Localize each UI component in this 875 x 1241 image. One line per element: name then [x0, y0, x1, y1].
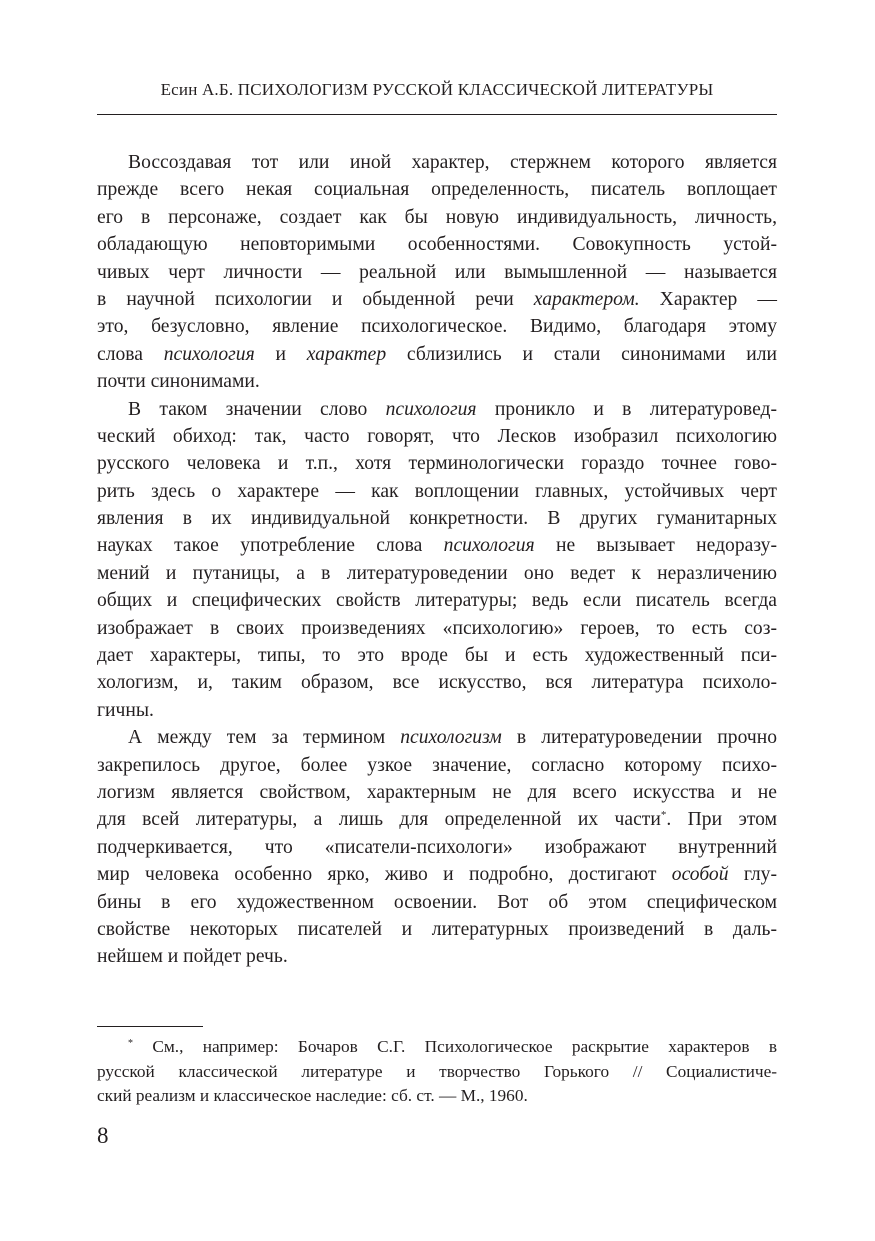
text-line: это, безусловно, явление психологическое. Видимо, благодаря этому: [97, 316, 777, 338]
text-line: свойстве некоторых писателей и литературных произведений в даль-: [97, 918, 777, 940]
italic-term: психология: [385, 398, 477, 420]
paragraph: [97, 396, 777, 725]
header-rule: [97, 114, 777, 115]
text-line: нейшем и пойдет речь.: [97, 946, 288, 968]
text-line: явления в их индивидуальной конкретности. В других гуманитарных: [97, 508, 777, 530]
footnote-line: * См., например: Бочаров С.Г. Психологическое раскрытие характеров в: [128, 1037, 777, 1056]
text-line: слова психология и характер сблизились и стали синонимами или: [97, 343, 777, 365]
text-line: общих и специфических свойств литературы; ведь если писатель всегда: [97, 590, 777, 612]
running-head: Есин А.Б. ПСИХОЛОГИЗМ РУССКОЙ КЛАССИЧЕСКОЙ ЛИТЕРАТУРЫ: [160, 80, 714, 99]
footnote-line: русской классической литературе и творчество Горького // Социалистиче-: [97, 1061, 777, 1081]
text-line: дает характеры, типы, то это вроде бы и есть художественный пси-: [97, 645, 777, 667]
text-line: закрепилось другое, более узкое значение, согласно которому психо-: [97, 754, 777, 776]
italic-term: особой: [671, 864, 729, 886]
italic-term: характер: [306, 343, 387, 365]
text-line: науках такое употребление слова психология не вызывает недоразу-: [97, 535, 777, 557]
text-line: в научной психологии и обыденной речи характером. Характер —: [97, 288, 777, 310]
text-line: его в персонаже, создает как бы новую индивидуальность, личность,: [97, 206, 777, 228]
italic-term: психология: [443, 535, 535, 557]
text-line: мир человека особенно ярко, живо и подробно, достигают особой глу-: [97, 864, 777, 886]
text-line: А между тем за термином психологизм в литературоведении прочно: [128, 727, 777, 749]
text-line: русского человека и т.п., хотя терминологически гораздо точнее гово-: [97, 453, 777, 475]
text-line: мений и путаницы, а в литературоведении оно ведет к неразличению: [97, 562, 777, 584]
text-line: изображает в своих произведениях «психологию» героев, то есть соз-: [97, 617, 777, 639]
italic-term: характером.: [533, 288, 640, 310]
text-line: для всей литературы, а лишь для определенной их части*. При этом: [97, 809, 777, 831]
footnote-rule: [97, 1026, 203, 1027]
paragraph: [97, 149, 777, 396]
body-text: [97, 149, 777, 971]
text-line: чивых черт личности — реальной или вымышленной — называется: [97, 261, 777, 283]
text-line: обладающую неповторимыми особенностями. Совокупность устой-: [97, 234, 777, 256]
footnote-reference: *: [660, 809, 667, 822]
text-line: почти синонимами.: [97, 371, 260, 393]
footnote-marker: *: [128, 1038, 133, 1049]
italic-term: психология: [163, 343, 255, 365]
page-number: 8: [97, 1123, 109, 1148]
footnote: [97, 1035, 777, 1109]
text-line: прежде всего некая социальная определенность, писатель воплощает: [97, 179, 777, 201]
text-line: рить здесь о характере — как воплощении главных, устойчивых черт: [97, 480, 777, 502]
text-line: бины в его художественном освоении. Вот об этом специфическом: [97, 891, 777, 913]
text-line: логизм является свойством, характерным не для всего искусства и не: [97, 781, 777, 803]
text-line: подчеркивается, что «писатели-психологи» изображают внутренний: [97, 836, 777, 858]
footnote-line: ский реализм и классическое наследие: сб. ст. — М., 1960.: [97, 1086, 528, 1106]
text-line: Воссоздавая тот или иной характер, стержнем которого является: [128, 152, 777, 173]
text-line: В таком значении слово психология проникло и в литературовед-: [128, 398, 777, 420]
text-line: хологизм, и, таким образом, все искусство, вся литература психоло-: [97, 672, 777, 694]
text-line: ческий обиход: так, часто говорят, что Лесков изобразил психологию: [97, 425, 777, 447]
italic-term: психологизм: [400, 727, 502, 749]
text-line: гичны.: [97, 699, 154, 721]
paragraph: [97, 724, 777, 971]
